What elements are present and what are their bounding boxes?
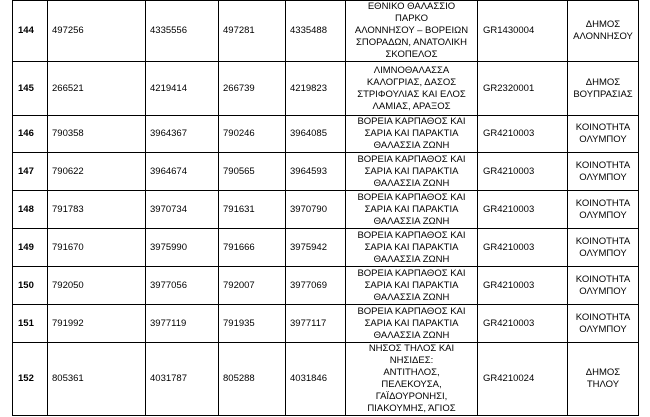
protected-area-name [346,229,478,267]
municipality [568,229,639,267]
area-name-line: ΒΟΡΕΙΑ ΚΑΡΠΑΘΟΣ ΚΑΙ [357,191,466,203]
area-name-line: ΒΟΡΕΙΑ ΚΑΡΠΑΘΟΣ ΚΑΙ [357,305,466,317]
protected-area-name [346,1,478,62]
table-row [13,343,639,416]
table-row [13,116,639,153]
y-coordinate-end: 3975942 [286,229,346,267]
area-name-line: ΘΑΛΑΣΣΙΑ ΖΩΝΗ [373,140,450,151]
y-coordinate-start: 3964367 [146,116,219,153]
row-number: 146 [13,116,48,153]
area-name-line: ΘΑΛΑΣΣΙΑ ΖΩΝΗ [373,329,450,341]
area-name-line: ΘΑΛΑΣΣΙΑ ΖΩΝΗ [373,177,450,189]
municipality-line: ΚΟΙΝΟΤΗΤΑ [575,235,631,247]
municipality-line: ΟΛΥΜΠΟΥ [579,171,627,183]
area-name-line: ΒΟΡΕΙΑ ΚΑΡΠΑΘΟΣ ΚΑΙ [357,153,466,165]
municipality-line: ΚΟΙΝΟΤΗΤΑ [575,122,631,133]
protected-area-name [346,191,478,229]
x-coordinate-end: 790246 [219,116,286,153]
municipality-line: ΔΗΜΟΣ ΤΗΛΟΥ [585,367,621,390]
x-coordinate-end: 790565 [219,153,286,191]
y-coordinate-end: 4335488 [286,1,346,62]
municipality-line: ΔΗΜΟΣ [585,19,621,30]
protected-area-name [346,267,478,305]
municipality-line: ΟΛΥΜΠΟΥ [579,209,627,221]
table-row [13,267,639,305]
site-code: GR4210003 [478,229,568,267]
y-coordinate-start: 3977056 [146,267,219,305]
municipality [568,267,639,305]
row-number: 147 [13,153,48,191]
area-name-line: ΛΑΜΙΑΣ, ΑΡΑΞΟΣ [372,100,451,112]
y-coordinate-end: 3964085 [286,116,346,153]
municipality [568,116,639,153]
site-code: GR4210003 [478,267,568,305]
row-number: 151 [13,305,48,343]
area-name-line: ΣΑΡΙΑ ΚΑΙ ΠΑΡΑΚΤΙΑ [364,317,459,329]
area-name-line: ΝΗΣΟΣ ΤΗΛΟΣ ΚΑΙ ΝΗΣΙΔΕΣ: [368,343,455,366]
municipality-line: ΑΛΟΝΝΗΣΟΥ [573,31,633,42]
municipality-line: ΚΟΙΝΟΤΗΤΑ [575,311,631,323]
area-name-line: ΣΑΡΙΑ ΚΑΙ ΠΑΡΑΚΤΙΑ [364,128,459,139]
area-name-line: ΓΑΪΔΟΥΡΟΝΗΣΙ, [375,391,448,402]
x-coordinate-start: 497256 [48,1,146,62]
y-coordinate-end: 4031846 [286,343,346,416]
municipality-line: ΟΛΥΜΠΟΥ [579,285,627,297]
municipality [568,305,639,343]
protected-area-name [346,62,478,116]
area-name-line: ΣΑΡΙΑ ΚΑΙ ΠΑΡΑΚΤΙΑ [364,203,459,215]
municipality-line: ΔΗΜΟΣ ΒΟΥΠΡΑΣΙΑΣ [573,76,633,100]
row-number: 144 [13,1,48,62]
municipality-line: ΚΟΙΝΟΤΗΤΑ [575,273,631,285]
x-coordinate-start: 805361 [48,343,146,416]
area-name-line: ΒΟΡΕΙΑ ΚΑΡΠΑΘΟΣ ΚΑΙ [357,116,466,127]
area-name-line: ΕΘΝΙΚΟ ΘΑΛΑΣΣΙΟ ΠΑΡΚΟ [367,1,456,24]
table-row [13,153,639,191]
y-coordinate-end: 3970790 [286,191,346,229]
x-coordinate-end: 791935 [219,305,286,343]
y-coordinate-start: 4219414 [146,62,219,116]
area-name-line: ΑΛΟΝΝΗΣΟΥ – ΒΟΡΕΙΩΝ [354,25,469,36]
row-number: 150 [13,267,48,305]
row-number: 152 [13,343,48,416]
x-coordinate-start: 791670 [48,229,146,267]
protected-area-name [346,305,478,343]
y-coordinate-start: 4031787 [146,343,219,416]
table-row [13,191,639,229]
x-coordinate-end: 805288 [219,343,286,416]
row-number: 148 [13,191,48,229]
area-name-line: ΒΟΡΕΙΑ ΚΑΡΠΑΘΟΣ ΚΑΙ [357,229,466,241]
x-coordinate-start: 266521 [48,62,146,116]
municipality [568,153,639,191]
area-name-line: ΣΤΡΙΦΟΥΛΙΑΣ ΚΑΙ ΕΛΟΣ [357,88,466,100]
row-number: 149 [13,229,48,267]
municipality [568,191,639,229]
y-coordinate-end: 4219823 [286,62,346,116]
site-code: GR2320001 [478,62,568,116]
table-row [13,229,639,267]
site-code: GR4210003 [478,191,568,229]
row-number: 145 [13,62,48,116]
area-name-line: ΠΙΑΚΟΥΜΗΣ, ΆΓΙΟΣ [367,403,456,414]
site-code: GR4210003 [478,116,568,153]
area-name-line: ΘΑΛΑΣΣΙΑ ΖΩΝΗ [373,291,450,303]
area-name-line: ΛΙΜΝΟΘΑΛΑΣΣΑ [373,64,450,76]
site-code: GR4210003 [478,153,568,191]
area-name-line: ΣΑΡΙΑ ΚΑΙ ΠΑΡΑΚΤΙΑ [364,165,459,177]
x-coordinate-end: 266739 [219,62,286,116]
area-name-line: ΑΝΤΙΤΗΛΟΣ, ΠΕΛΕΚΟΥΣΑ, [381,367,442,390]
y-coordinate-end: 3977069 [286,267,346,305]
table-row [13,305,639,343]
table-row [13,62,639,116]
y-coordinate-end: 3977117 [286,305,346,343]
site-code: GR4210024 [478,343,568,416]
x-coordinate-end: 791666 [219,229,286,267]
municipality-line: ΚΟΙΝΟΤΗΤΑ [575,159,631,171]
area-name-line: ΣΑΡΙΑ ΚΑΙ ΠΑΡΑΚΤΙΑ [364,241,459,253]
x-coordinate-end: 791631 [219,191,286,229]
y-coordinate-start: 3970734 [146,191,219,229]
table-body [13,1,639,416]
y-coordinate-end: 3964593 [286,153,346,191]
site-code: GR1430004 [478,1,568,62]
x-coordinate-start: 790622 [48,153,146,191]
y-coordinate-start: 3964674 [146,153,219,191]
x-coordinate-end: 497281 [219,1,286,62]
x-coordinate-start: 791992 [48,305,146,343]
protected-area-name [346,116,478,153]
y-coordinate-start: 3975990 [146,229,219,267]
y-coordinate-start: 3977119 [146,305,219,343]
municipality [568,62,639,116]
sites-table [12,0,639,416]
area-name-line: ΘΑΛΑΣΣΙΑ ΖΩΝΗ [373,253,450,265]
x-coordinate-start: 791783 [48,191,146,229]
table-row [13,1,639,62]
x-coordinate-start: 790358 [48,116,146,153]
area-name-line: ΒΟΡΕΙΑ ΚΑΡΠΑΘΟΣ ΚΑΙ [357,267,466,279]
area-name-line: ΚΑΛΟΓΡΙΑΣ, ΔΑΣΟΣ [366,76,457,88]
area-name-line: ΣΚΟΠΕΛΟΣ [385,49,438,60]
x-coordinate-start: 792050 [48,267,146,305]
area-name-line: ΘΑΛΑΣΣΙΑ ΖΩΝΗ [373,215,450,227]
municipality-line: ΟΛΥΜΠΟΥ [579,247,627,259]
site-code: GR4210003 [478,305,568,343]
area-name-line: ΣΠΟΡΑΔΩΝ, ΑΝΑΤΟΛΙΚΗ [355,37,467,48]
municipality-line: ΟΛΥΜΠΟΥ [579,134,627,145]
municipality-line: ΟΛΥΜΠΟΥ [579,323,627,335]
x-coordinate-end: 792007 [219,267,286,305]
municipality-line: ΚΟΙΝΟΤΗΤΑ [575,197,631,209]
y-coordinate-start: 4335556 [146,1,219,62]
area-name-line: ΣΑΡΙΑ ΚΑΙ ΠΑΡΑΚΤΙΑ [364,279,459,291]
municipality [568,343,639,416]
protected-area-name [346,343,478,416]
protected-area-name [346,153,478,191]
municipality [568,1,639,62]
